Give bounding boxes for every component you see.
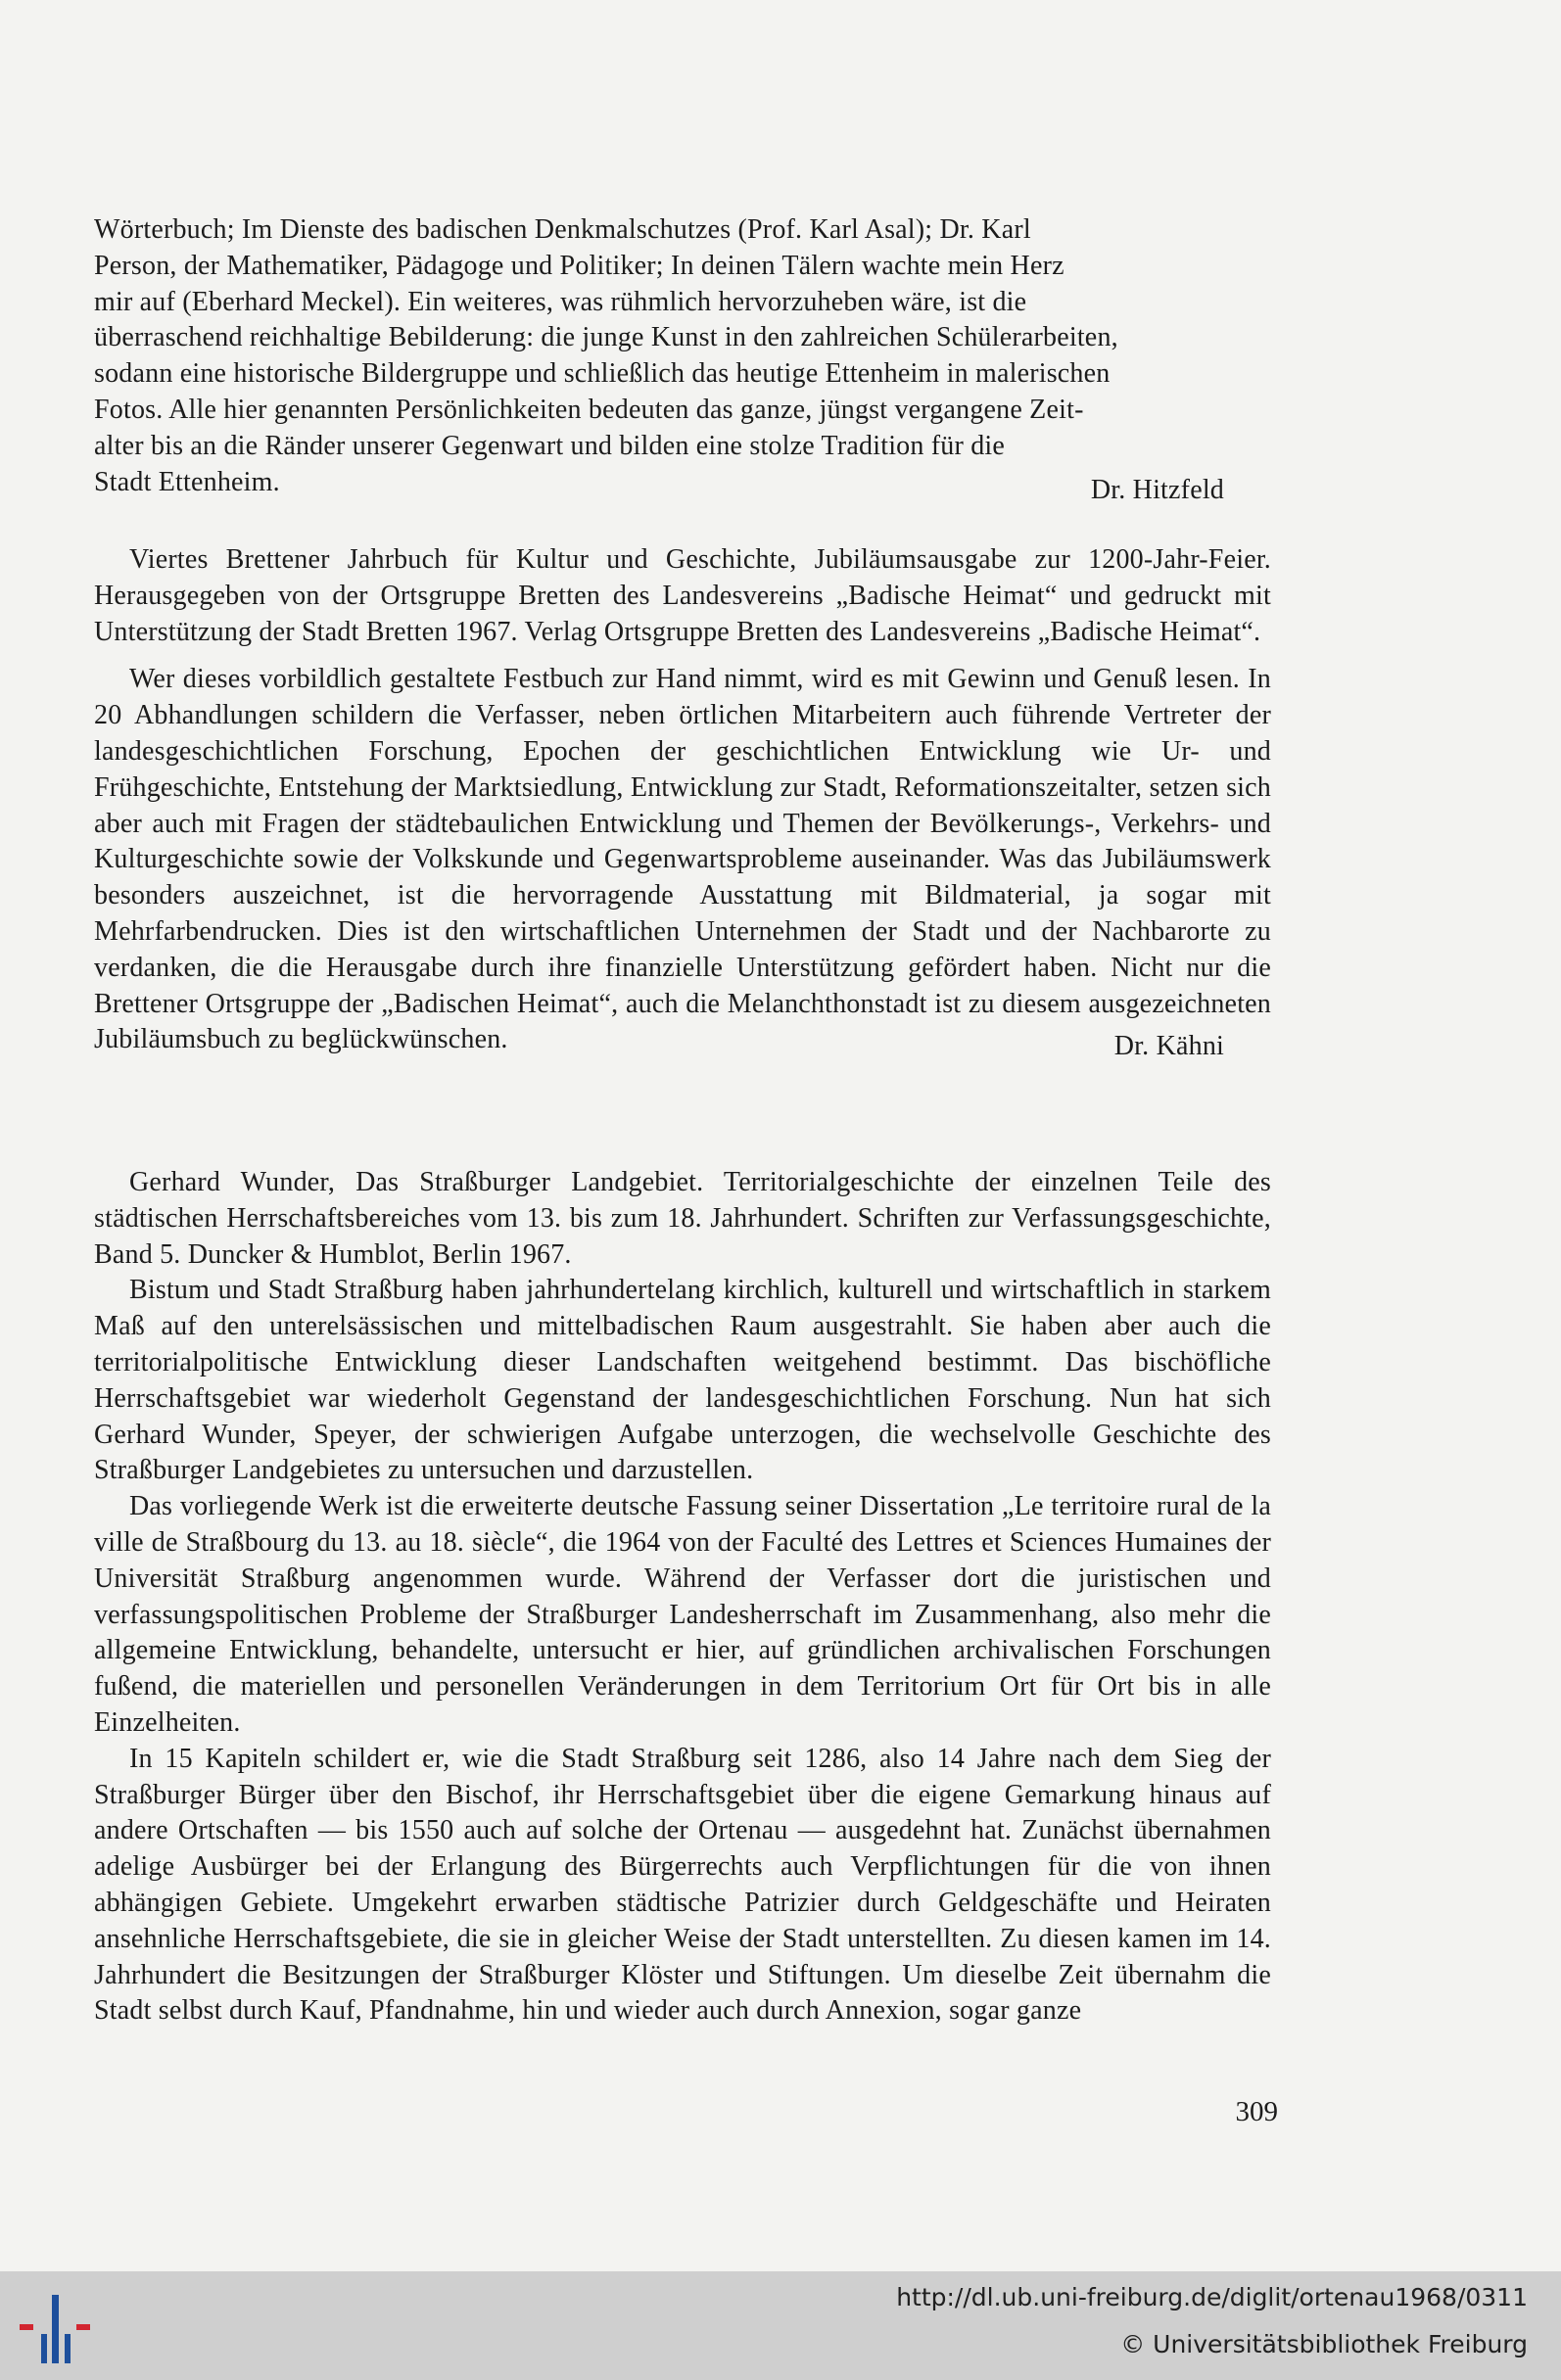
review-hitzfeld-line: mir auf (Eberhard Meckel). Ein weiteres, was rühmlich hervorzuheben wäre, ist die	[94, 286, 1027, 317]
review-wunder-paragraph: In 15 Kapiteln schildert er, wie die Stadt Straßburg seit 1286, also 14 Jahre nach dem Sieg der Straßburger Bürger über den Bischof, ihr Herrschaftsgebiet über die eigene Gemarkung hinaus auf andere Ortschaften — bis 1550 auch auf solche der Ortenau — ausgedehnt hat. Zunächst übernahmen adelige Ausbürger bei der Erlangung des Bürgerrechts auch Verpflichtungen für die von ihnen abhängigen Gebiete. Umgekehrt erwarben städtische Patrizier durch Geldgeschäfte und Heiraten ansehnliche Herrschaftsgebiete, die sie in gleicher Weise der Stadt unterstellten. Zu diesen kamen im 14. Jahrhundert die Besitzungen der Straßburger Klöster und Stiftungen. Um dieselbe Zeit übernahm die Stadt selbst durch Kauf, Pfandnahme, hin und wieder auch durch Annexion, sogar ganze	[94, 1743, 1271, 2027]
review-kaehni-body: Wer dieses vorbildlich gestaltete Festbuch zur Hand nimmt, wird es mit Gewinn und Genuß lesen. In 20 Abhandlungen schildern die Verfasser, neben örtlichen Mitarbeitern auch führende Vertreter der landesgeschichtlichen Forschung, Epochen der geschichtlichen Entwicklung wie Ur- und Frühgeschichte, Entstehung der Marktsiedlung, Entwicklung zur Stadt, Reformationszeitalter, setzen sich aber auch mit Fragen der städtebaulichen Entwicklung und Themen der Bevölkerungs-, Verkehrs- und Kulturgeschichte sowie der Volkskunde und Gegenwartsprobleme auseinander. Was das Jubiläumswerk besonders auszeichnet, ist die hervorragende Ausstattung mit Bildmaterial, ja sogar mit Mehrfarbendrucken. Dies ist den wirtschaftlichen Unternehmen der Stadt und der Nachbarorte zu verdanken, die die Herausgabe durch ihre finanzielle Unterstützung gefördert haben. Nicht nur die Brettener Ortsgruppe der „Badischen Heimat“, auch die Melanchthonstadt ist zu diesem ausgezeichneten Jubiläumsbuch zu beglückwünschen.	[94, 664, 1271, 1055]
review-kaehni	[94, 542, 1271, 1065]
review-hitzfeld-line: überraschend reichhaltige Bebilderung: die junge Kunst in den zahlreichen Schülerarbeiten,	[94, 322, 1118, 353]
review-hitzfeld-line: Person, der Mathematiker, Pädagoge und Politiker; In deinen Tälern wachte mein Herz	[94, 250, 1064, 281]
review-hitzfeld-last-line: Stadt Ettenheim.	[94, 466, 280, 497]
review-hitzfeld	[94, 212, 1271, 505]
signature-hitzfeld: Dr. Hitzfeld	[1090, 474, 1224, 505]
footer-url: http://dl.ub.uni-freiburg.de/diglit/ortenau1968/0311	[896, 2283, 1528, 2311]
review-wunder-paragraph: Das vorliegende Werk ist die erweiterte deutsche Fassung seiner Dissertation „Le territoire rural de la ville de Straßbourg du 13. au 18. siècle“, die 1964 von der Faculté des Lettres et Sciences Humaines der Universität Straßburg angenommen wurde. Während der Verfasser dort die juristischen und verfassungspolitischen Probleme der Straßburger Landesherrschaft im Zusammenhang, also mehr die allgemeine Entwicklung, behandelte, untersucht er hier, auf gründlichen archivalischen Forschungen fußend, die materiellen und personellen Veränderungen in dem Territorium Ort für Ort bis in alle Einzelheiten.	[94, 1491, 1271, 1738]
page-number: 309	[1235, 2096, 1278, 2127]
review-wunder-paragraph: Bistum und Stadt Straßburg haben jahrhundertelang kirchlich, kulturell und wirtschaftlich in starkem Maß auf den unterelsässischen und mittelbadischen Raum ausgestrahlt. Sie haben aber auch die territorialpolitische Entwicklung dieser Landschaften weitgehend bestimmt. Das bischöfliche Herrschaftsgebiet war wiederholt Gegenstand der landesgeschichtlichen Forschung. Nun hat sich Gerhard Wunder, Speyer, der schwierigen Aufgabe unterzogen, die wechselvolle Geschichte des Straßburger Landgebietes zu untersuchen und darzustellen.	[94, 1275, 1271, 1486]
review-wunder	[94, 1165, 1271, 2030]
ub-freiburg-logo-icon	[20, 2281, 98, 2369]
review-wunder-heading: Gerhard Wunder, Das Straßburger Landgebiet. Territorialgeschichte der einzelnen Teile des städtischen Herrschaftsbereiches vom 13. bis zum 18. Jahrhundert. Schriften zur Verfassungsgeschichte, Band 5. Duncker & Humblot, Berlin 1967.	[94, 1167, 1271, 1270]
review-hitzfeld-line: alter bis an die Ränder unserer Gegenwart und bilden eine stolze Tradition für die	[94, 430, 1006, 461]
review-kaehni-heading: Viertes Brettener Jahrbuch für Kultur und Geschichte, Jubiläumsausgabe zur 1200-Jahr-Feier. Herausgegeben von der Ortsgruppe Bretten des Landesvereins „Badische Heimat“ und gedruckt mit Unterstützung der Stadt Bretten 1967. Verlag Ortsgruppe Bretten des Landesvereins „Badische Heimat“.	[94, 544, 1271, 647]
review-hitzfeld-closing	[94, 465, 1271, 505]
signature-kaehni: Dr. Kähni	[1113, 1031, 1224, 1062]
review-hitzfeld-line: Wörterbuch; Im Dienste des badischen Denkmalschutzes (Prof. Karl Asal); Dr. Karl	[94, 214, 1031, 245]
review-hitzfeld-line: Fotos. Alle hier genannten Persönlichkeiten bedeuten das ganze, jüngst vergangene Zeit-	[94, 394, 1084, 425]
footer-copyright: © Universitätsbibliothek Freiburg	[1120, 2330, 1528, 2358]
review-hitzfeld-line: sodann eine historische Bildergruppe und schließlich das heutige Ettenheim in malerischen	[94, 358, 1111, 390]
